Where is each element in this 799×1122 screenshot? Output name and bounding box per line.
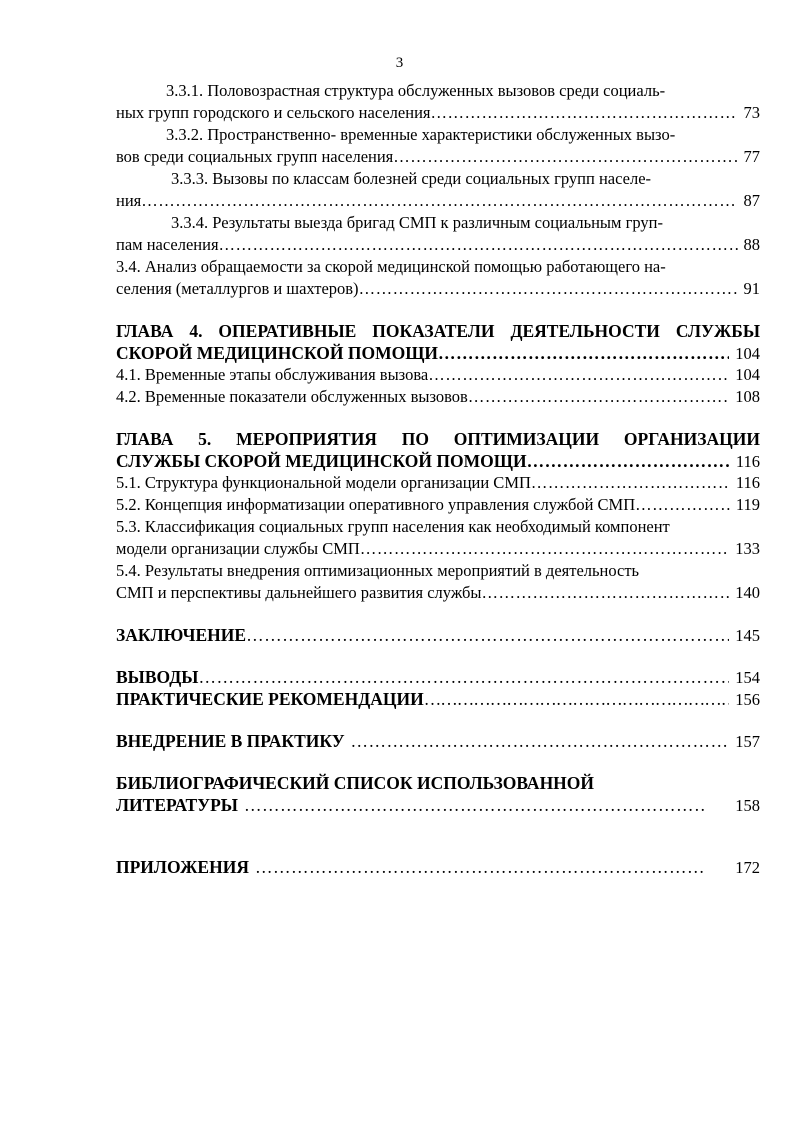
leader-dots: [199, 666, 730, 688]
leader-dots: [238, 794, 705, 816]
leader-dots: [635, 494, 730, 516]
toc-bibliography: [116, 772, 760, 816]
leader-dots: [345, 730, 730, 752]
toc-entry-text: вов среди социальных групп населения: [116, 147, 394, 166]
toc-entry-5-1: [116, 472, 760, 494]
toc-entry-text: пам населения: [116, 235, 219, 254]
toc-page-number: 116: [735, 452, 760, 471]
table-of-contents: [116, 80, 760, 878]
toc-page-number: 157: [735, 732, 760, 751]
leader-dots: [527, 450, 730, 472]
toc-entry-4-1: [116, 364, 760, 386]
chapter-heading: ГЛАВА 4. ОПЕРАТИВНЫЕ ПОКАЗАТЕЛИ ДЕЯТЕЛЬНОСТИ СЛУЖБЫ: [116, 321, 760, 341]
toc-page-number: 119: [735, 495, 760, 514]
toc-chapter-4: [116, 320, 760, 364]
toc-page-number: 116: [735, 473, 760, 492]
toc-page-number: 158: [735, 796, 760, 815]
toc-entry-text: 3.3.2. Пространственно- временные характеристики обслуженных вызо-: [166, 125, 676, 144]
toc-page-number: 145: [735, 626, 760, 645]
section-heading: ЛИТЕРАТУРЫ: [116, 795, 238, 815]
leader-dots: [531, 472, 730, 494]
toc-entry-text: селения (металлургов и шахтеров): [116, 279, 359, 298]
toc-entry-text: 5.4. Результаты внедрения оптимизационных мероприятий в деятельность: [116, 561, 640, 580]
toc-chapter-5: [116, 428, 760, 472]
toc-entry-text: 3.4. Анализ обращаемости за скорой медицинской помощью работающего на-: [116, 257, 666, 276]
leader-dots: [428, 364, 729, 386]
toc-entry-3-3-3: [116, 168, 760, 212]
toc-appendices: [116, 856, 760, 878]
toc-page-number: 88: [743, 235, 760, 254]
chapter-heading: СЛУЖБЫ СКОРОЙ МЕДИЦИНСКОЙ ПОМОЩИ: [116, 451, 527, 471]
toc-entry-text: СМП и перспективы дальнейшего развития службы: [116, 583, 482, 602]
toc-page-number: 104: [735, 365, 760, 384]
toc-entry-text: модели организации службы СМП: [116, 539, 360, 558]
toc-entry-3-4: [116, 256, 760, 300]
toc-page-number: 156: [735, 690, 760, 709]
leader-dots: [468, 386, 729, 408]
chapter-heading: ГЛАВА 5. МЕРОПРИЯТИЯ ПО ОПТИМИЗАЦИИ ОРГАНИЗАЦИИ: [116, 429, 760, 449]
toc-entry-5-2: [116, 494, 760, 516]
toc-implementation: [116, 730, 760, 752]
leader-dots: [219, 234, 738, 256]
leader-dots: [359, 278, 738, 300]
leader-dots: [438, 342, 729, 364]
toc-page-number: 133: [735, 539, 760, 558]
toc-entry-text: 5.3. Классификация социальных групп населения как необходимый компонент: [116, 517, 670, 536]
toc-entry-text: 3.3.1. Половозрастная структура обслуженных вызовов среди социаль-: [166, 81, 666, 100]
page-number: 3: [395, 55, 404, 71]
chapter-heading: СКОРОЙ МЕДИЦИНСКОЙ ПОМОЩИ: [116, 343, 439, 363]
toc-conclusion: [116, 624, 760, 646]
leader-dots: [431, 102, 738, 124]
toc-entry-text: ных групп городского и сельского населения: [116, 103, 431, 122]
leader-dots: [393, 146, 737, 168]
toc-recommendations: [116, 688, 760, 710]
section-heading: БИБЛИОГРАФИЧЕСКИЙ СПИСОК ИСПОЛЬЗОВАННОЙ: [116, 773, 595, 793]
toc-page-number: 87: [743, 191, 760, 210]
section-heading: ЗАКЛЮЧЕНИЕ: [116, 625, 247, 645]
toc-page-number: 91: [743, 279, 760, 298]
toc-entry-3-3-1: [116, 80, 760, 124]
leader-dots: [360, 538, 729, 560]
leader-dots: [249, 856, 705, 878]
toc-entry-text: ния: [116, 191, 142, 210]
toc-entry-text: 5.1. Структура функциональной модели организации СМП: [116, 473, 531, 492]
leader-dots: [141, 190, 737, 212]
toc-entry-3-3-4: [116, 212, 760, 256]
toc-page-number: 140: [735, 583, 760, 602]
toc-entry-text: 3.3.3. Вызовы по классам болезней среди социальных групп населе-: [171, 169, 652, 188]
toc-entry-text: 5.2. Концепция информатизации оперативного управления службой СМП: [116, 495, 636, 514]
toc-page-number: 77: [743, 147, 760, 166]
toc-entry-5-3: [116, 516, 760, 560]
toc-findings: [116, 666, 760, 688]
leader-dots: [246, 624, 729, 646]
toc-page-number: 104: [735, 344, 760, 363]
toc-entry-text: 3.3.4. Результаты выезда бригад СМП к различным социальным груп-: [171, 213, 663, 232]
toc-entry-3-3-2: [116, 124, 760, 168]
leader-dots: [424, 688, 730, 710]
toc-page-number: 73: [743, 103, 760, 122]
toc-entry-text: 4.1. Временные этапы обслуживания вызова: [116, 365, 429, 384]
toc-page-number: 108: [735, 387, 760, 406]
leader-dots: [481, 582, 729, 604]
toc-page-number: 154: [735, 668, 760, 687]
section-heading: ВЫВОДЫ: [116, 667, 199, 687]
toc-entry-text: 4.2. Временные показатели обслуженных вызовов: [116, 387, 468, 406]
toc-entry-5-4: [116, 560, 760, 604]
section-heading: ПРАКТИЧЕСКИЕ РЕКОМЕНДАЦИИ: [116, 689, 424, 709]
section-heading: ПРИЛОЖЕНИЯ: [116, 857, 249, 877]
toc-entry-4-2: [116, 386, 760, 408]
toc-page-number: 172: [735, 858, 760, 877]
section-heading: ВНЕДРЕНИЕ В ПРАКТИКУ: [116, 731, 345, 751]
